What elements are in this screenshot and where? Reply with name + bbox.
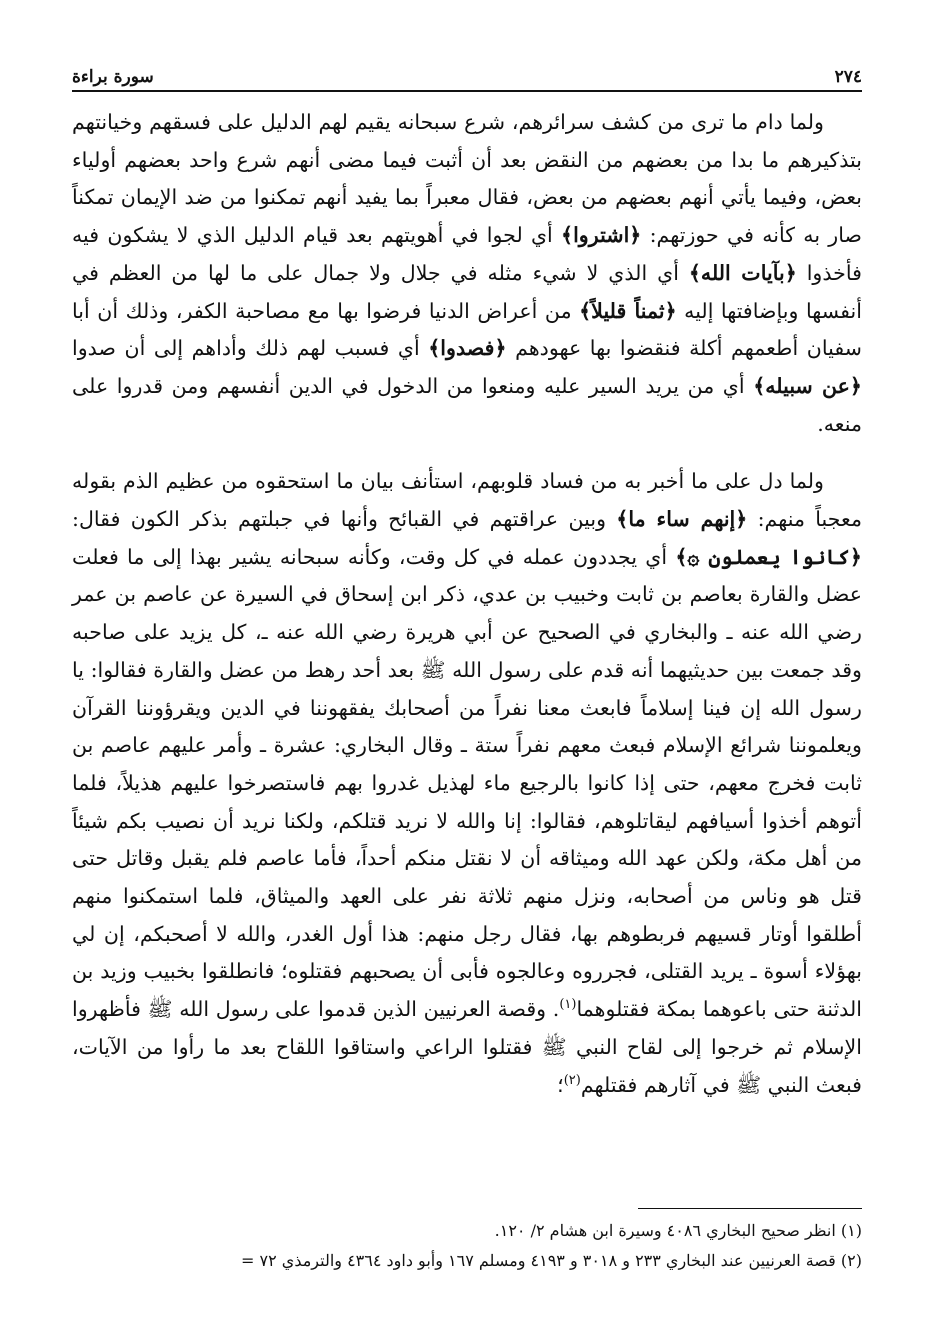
text-run: أي من يريد السير عليه ومنعوا من الدخول في الدين أنفسهم ومن قدروا على منعه. <box>72 373 862 436</box>
quran-quote: ﴿اشتروا﴾ <box>561 223 642 248</box>
text-run: أي الذي لا شيء مثله في جلال ولا جمال على ما لها من العظم في أنفسها وبإضافتها إليه <box>72 260 862 323</box>
text-run: ولما دام ما ترى من كشف سرائرهم، شرع سبحانه يقيم لهم الدليل على فسقهم وخيانتهم بتذكيرهم ما بدا من بعضهم من النقض بعد أن أثبت فيما مضى أنهم شرع واحد بعضهم أولياء بعض، وفيما يأتي أنهم بعضهم من بعض، فقال معبراً بما يفيد أنهم تمكنوا من ضد الإيمان تمكناً صار به كأنه في حوزتهم: <box>72 110 862 248</box>
text-run: ولما دل على ما أخبر به من فساد قلوبهم، استأنف بيان ما استحقوه من عظيم الذم بقوله معجباً منهم: <box>72 469 862 532</box>
text-run: أي يجددون عمله في كل وقت، وكأنه سبحانه يشير بهذا إلى ما فعلت عضل والقارة بعاصم بن ثابت وخبيب بن عدي، ذكر ابن إسحاق في السيرة عن عاصم بن عمر رضي الله عنه ـ والبخاري في الصحيح عن أبي هريرة رضي الله عنه ـ، كل يزيد على صاحبه وقد جمعت بين حديثيهما أنه قدم على رسول الله ﷺ بعد أحد رهط من عضل والقارة فقالوا: يا رسول الله إن فينا إسلاماً فابعث معنا نفراً من أصحابك يفقهوننا في الدين ويقرؤوننا القرآن ويعلموننا شرائع الإسلام فبعث معهم نفراً ستة ـ وقال البخاري: عشرة ـ وأمر عليهم عاصم بن ثابت فخرج معهم، حتى إذا كانوا بالرجيع ماء لهذيل غدروا بهم فاستصرخوا عليهم هذيلاً، فلما أتوهم أخذوا أسيافهم ليقاتلوهم، فقالوا: إنا والله لا نريد قتلكم، ولكنا نريد أن نصيب بكم شيئاً من أهل مكة، ولكن عهد الله وميثاقه أن لا نقتل منكم أحداً، فأما عاصم فلم يقبل وقاتل حتى قتل هو وناس من أصحابه، ونزل منهم ثلاثة نفر على العهد والميثاق، فلما استمكنوا منهم أطلقوا أوتار قسيهم فربطوهم بها، فقال رجل منهم: هذا أول الغدر، والله لا أصحبكم، إن لي بهؤلاء أسوة ـ يريد القتلى، فجرروه وعالجوه فأبى أن يصحبهم فقتلوه؛ فانطلقوا بخبيب وزيد بن الدثنة حتى باعوهما بمكة فقتلوهما <box>72 544 862 1022</box>
text-run: أي فسبب لهم ذلك وأداهم إلى أن صدوا <box>72 336 429 361</box>
body-text <box>72 104 862 1104</box>
quran-quote: ﴿ثمناً قليلاً﴾ <box>579 298 677 323</box>
page-number: ٢٧٤ <box>834 67 862 87</box>
footnotes <box>72 1216 862 1276</box>
text-run: أي لجوا في أهويتهم بعد قيام الدليل الذي لا يشكون فيه فأخذوا <box>72 223 863 285</box>
paragraph <box>72 463 862 1104</box>
running-header <box>72 56 862 92</box>
quran-quote: ﴿فصدوا﴾ <box>428 336 507 361</box>
footnote-ref: (٢) <box>563 1072 581 1088</box>
footnote-1: (١) انظر صحيح البخاري ٤٠٨٦ وسيرة ابن هشام ٢/ ١٢٠. <box>494 1221 862 1240</box>
quran-quote: ﴿عن سبيله﴾ <box>753 373 862 398</box>
quran-quote: ﴿كانوا يعملون ۞﴾ <box>675 544 862 569</box>
footnote-2: (٢) قصة العرنيين عند البخاري ٢٣٣ و ٣٠١٨ و ٤١٩٣ ومسلم ١٦٧ وأبو داود ٤٣٦٤ والترمذي ٧٢ = <box>241 1251 862 1270</box>
footnote-divider <box>638 1208 862 1209</box>
surah-title: سورة براءة <box>72 67 154 87</box>
paragraph <box>72 104 862 443</box>
text-run: وبين عراقتهم في القبائح وأنها في جبلتهم بذكر الكون فقال: <box>72 507 617 532</box>
quran-quote: ﴿بآيات الله﴾ <box>688 260 797 285</box>
footnote-ref: (١) <box>559 997 577 1013</box>
text-run: من أعراض الدنيا فرضوا بها مع مصاحبة الكفر، وذلك أن أبا سفيان أطعمهم أكلة فنقضوا بها عهودهم <box>72 298 863 361</box>
text-run: . وقصة العرنيين الذين قدموا على رسول الله ﷺ فأظهروا الإسلام ثم خرجوا إلى لقاح النبي ﷺ فقتلوا الراعي واستاقوا اللقاح بعد ما رأوا من الآيات، فبعث النبي ﷺ في آثارهم فقتلهم <box>72 997 862 1097</box>
quran-quote: ﴿إنهم ساء ما﴾ <box>616 507 748 532</box>
text-run: ؛ <box>557 1072 564 1097</box>
